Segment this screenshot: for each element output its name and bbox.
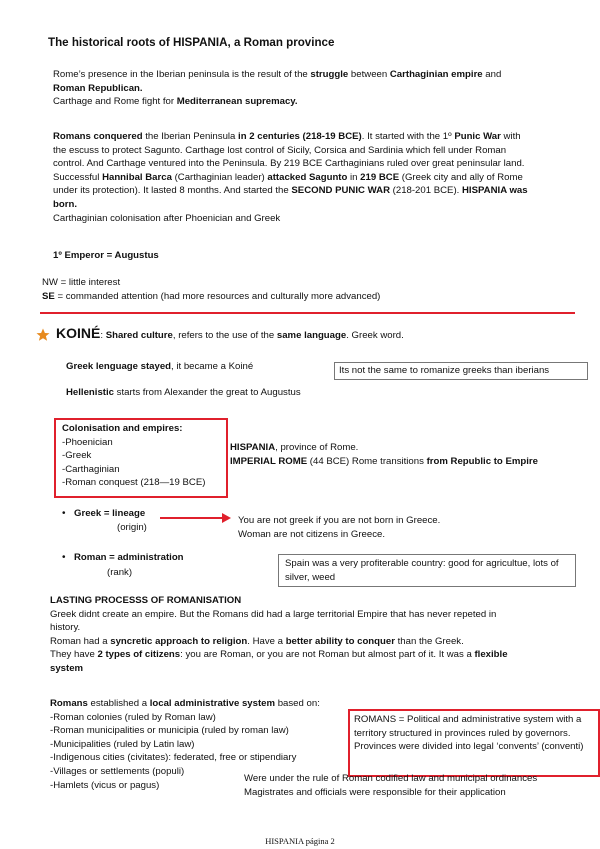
greek-lineage-label: Greek = lineage — [74, 508, 146, 519]
koine-heading: KOINÉ: Shared culture, refers to the use of the same language. Greek word. — [56, 325, 404, 341]
hellenistic-line: Hellenistic starts from Alexander the great to Augustus — [66, 387, 301, 398]
page-title: The historical roots of HISPANIA, a Roman province — [48, 36, 335, 49]
list-item: -Municipalities (ruled by Latin law) — [50, 738, 195, 750]
colonisation-item: -Greek — [62, 450, 92, 462]
romanisation-section: LASTING PROCESSS OF ROMANISATION Greek didnt create an empire. But the Romans did had a large territorial Empire that has never repeted in history. Roman had a syncretic approach to religion. Have a better ability to conquer than the Greek. They have 2 types of citizens: you are Roman, or you are not Roman but almost part of it. It was a flexible system — [50, 595, 508, 674]
greek-language-line: Greek lenguage stayed, it became a Koiné — [66, 361, 254, 372]
page-footer: HISPANIA página 2 — [265, 836, 335, 846]
roman-admin-label: Roman = administration — [74, 552, 184, 563]
nw-line: NW = little interest — [42, 277, 121, 288]
emperor-line: 1º Emperor = Augustus — [53, 250, 159, 261]
spain-note-box: Spain was a very profiterable country: good for agricultue, lots of silver, weed — [278, 554, 576, 587]
section-divider — [40, 312, 575, 314]
list-item: -Indigenous cities (civitates): federated, free or stipendiary — [50, 752, 297, 764]
conquest-paragraph: Romans conquered the Iberian Peninsula in 2 centuries (218-19 BCE). It started with the 1º Punic War with the escuss to protect Sagunto. Carthage lost control of Sicily, Corsica and Sardinia which fell under Roman control. And Carthage ventured into the Peninsula. By 219 BCE Carthaginians ruled over great peninsular land. Successful Hannibal Barca (Carthaginian leader) attacked Sagunto in 219 BCE (Greek city and ally of Rome under its protection). It lasted 8 months. And started the SECOND PUNIC WAR (218-201 BCE). HISPANIA was born. Carthaginian colonisation after Phoenician and Greek — [53, 131, 528, 224]
bullet-icon: • — [62, 508, 66, 519]
romanize-note-box: Its not the same to romanize greeks than iberians — [334, 362, 588, 380]
koine-star-icon — [36, 328, 50, 347]
roman-admin-sub: (rank) — [107, 567, 133, 578]
list-item: -Villages or settlements (populi) — [50, 765, 185, 777]
colonisation-item: -Roman conquest (218—19 BCE) — [62, 477, 206, 489]
greek-lineage-notes: You are not greek if you are not born in Greece. Woman are not citizens in Greece. — [238, 515, 441, 540]
list-item: -Roman municipalities or municipia (ruled by roman law) — [50, 725, 289, 737]
law-notes: Were under the rule of Roman codified law and municipal ordinances Magistrates and officials were responsible for their application — [244, 773, 538, 798]
colonisation-box: Colonisation and empires: -Phoenician -Greek -Carthaginian -Roman conquest (218—19 BCE) — [54, 418, 228, 498]
greek-lineage-sub: (origin) — [117, 522, 147, 533]
admin-system-list: Romans established a local administrative system based on: -Roman colonies (ruled by Roman law) -Roman municipalities or municipia (ruled by roman law) -Municipalities (ruled by Latin law) -Indigenous cities (civitates): federated, free or stipendiary -Villages or settlements (populi) -Hamlets (vicus or pagus) — [50, 697, 370, 792]
romans-definition-box: ROMANS = Political and administrative system with a territory structured in provinces ruled by governors. Provinces were divided into legal ‘convents’ (conventi) — [348, 709, 600, 777]
intro-paragraph: Rome’s presence in the Iberian peninsula is the result of the struggle between Carthaginian empire and Roman Republican. Carthage and Rome fight for Mediterranean supremacy. — [53, 69, 502, 108]
list-item: -Hamlets (vicus or pagus) — [50, 779, 160, 791]
list-item: -Roman colonies (ruled by Roman law) — [50, 711, 216, 723]
red-arrow-icon — [160, 512, 232, 529]
se-line: SE = commanded attention (had more resources and culturally more advanced) — [42, 291, 381, 302]
hispania-block: HISPANIA, province of Rome. IMPERIAL ROME (44 BCE) Rome transitions from Republic to Empire — [230, 442, 538, 467]
bullet-icon: • — [62, 552, 66, 563]
colonisation-item: -Phoenician — [62, 436, 113, 448]
colonisation-item: -Carthaginian — [62, 463, 120, 475]
